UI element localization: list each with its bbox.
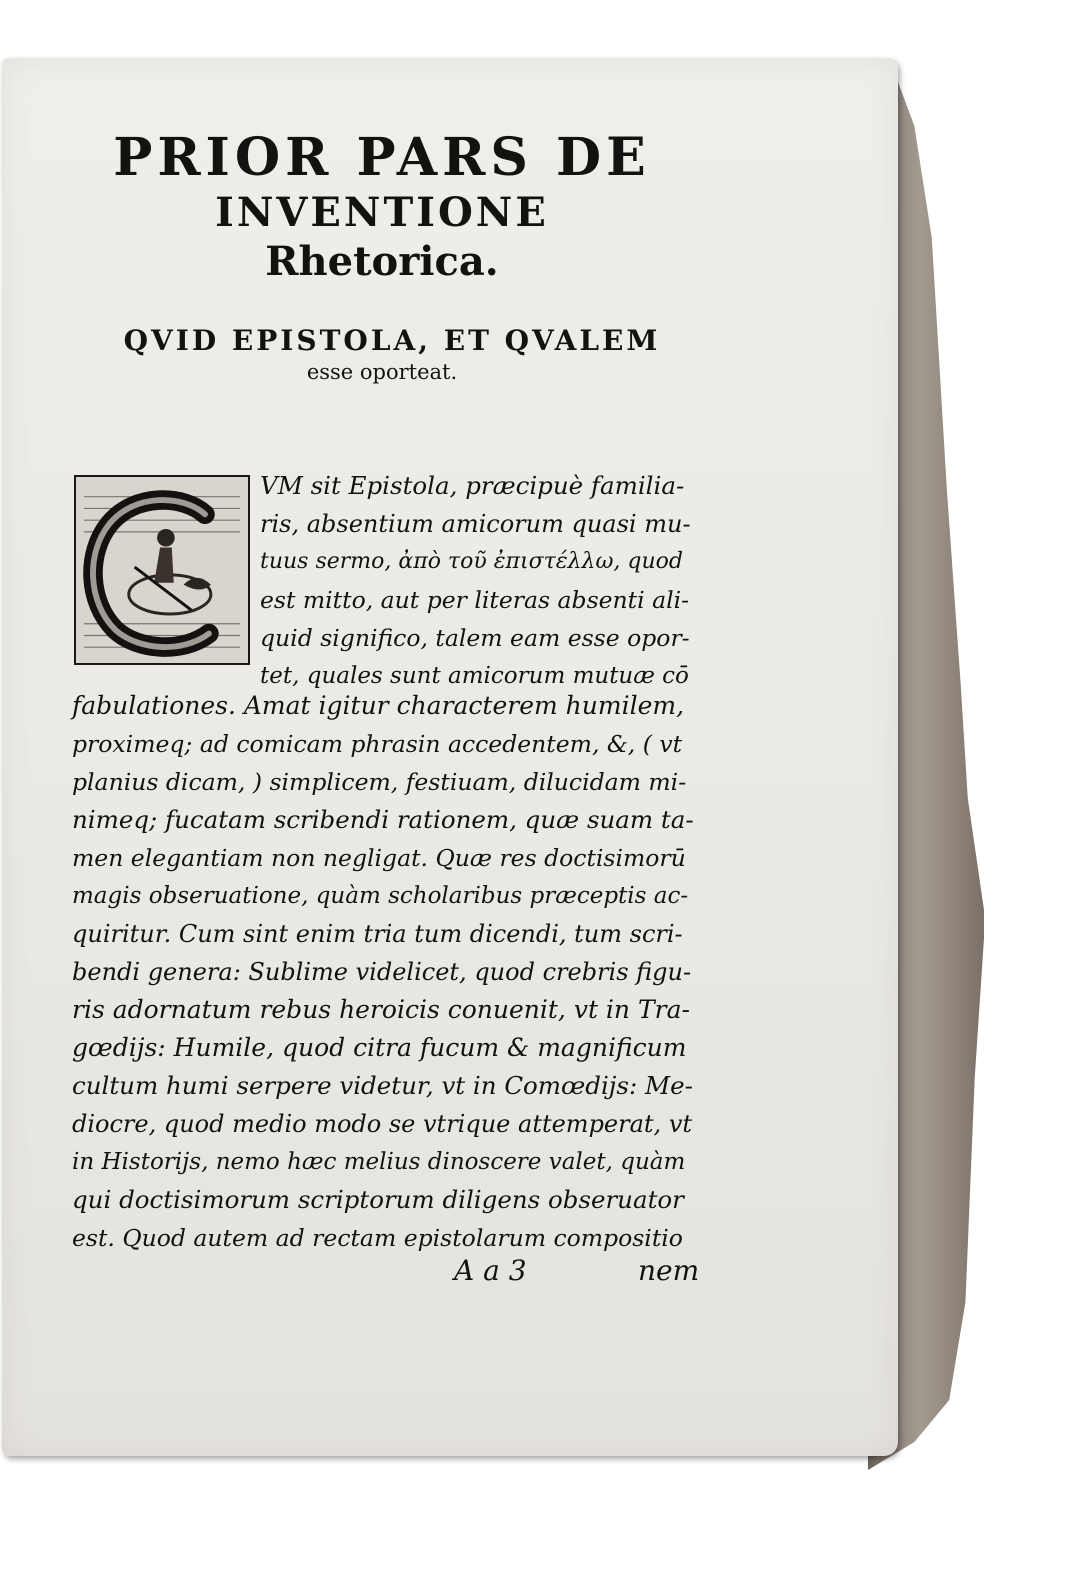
body-line: qui doctisimorum scriptorum diligens obseruator	[72, 1185, 684, 1214]
section-subheading: esse oporteat.	[306, 360, 458, 384]
body-line: planius dicam, ) simplicem, festiuam, dilucidam mi-	[72, 768, 687, 796]
body-line: nimeq; fucatam scribendi rationem, quæ suam ta-	[72, 805, 694, 834]
body-line: est. Quod autem ad rectam epistolarum compositio	[72, 1224, 683, 1252]
body-line: tuus sermo, ἀπὸ τοῦ ἐπιστέλλω, quod	[260, 549, 683, 574]
catchword: nem	[638, 1254, 700, 1287]
signature-mark: A a 3	[454, 1254, 527, 1287]
body-line: tet, quales sunt amicorum mutuæ cō	[260, 663, 689, 689]
body-line: proximeq; ad comicam phrasin accedentem, &, ( vt	[72, 730, 683, 758]
body-line: ris adornatum rebus heroicis conuenit, vt in Tra-	[72, 995, 690, 1024]
body-line: men elegantiam non negligat. Quæ res doctisimorū	[72, 844, 686, 872]
body-line: est mitto, aut per literas absenti ali-	[260, 586, 690, 614]
book-page	[2, 58, 898, 1456]
body-line: in Historijs, nemo hæc melius dinoscere valet, quàm	[72, 1149, 686, 1175]
title-line-2: INVENTIONE	[215, 189, 549, 236]
woodcut-initial-illustration	[76, 477, 248, 663]
body-line: fabulationes. Amat igitur characterem humilem,	[72, 691, 685, 720]
body-line: VM sit Epistola, præcipuè familia-	[260, 471, 685, 500]
woodcut-initial-c	[74, 475, 250, 665]
title-line-3: Rhetorica.	[265, 238, 499, 285]
body-line: diocre, quod medio modo se vtrique attemperat, vt	[72, 1110, 693, 1138]
body-line: gœdijs: Humile, quod citra fucum & magnificum	[72, 1033, 687, 1062]
body-line: quiritur. Cum sint enim tria tum dicendi, tum scri-	[72, 920, 683, 948]
body-line: cultum humi serpere videtur, vt in Comœdijs: Me-	[72, 1071, 693, 1100]
title-line-1: PRIOR PARS DE	[113, 127, 651, 188]
body-line: quid significo, talem eam esse opor-	[260, 624, 690, 652]
body-line: ris, absentium amicorum quasi mu-	[260, 510, 691, 538]
page-text	[2, 58, 898, 1456]
body-line: bendi genera: Sublime videlicet, quod crebris figu-	[72, 958, 692, 986]
section-heading: QVID EPISTOLA, ET QVALEM	[123, 324, 661, 357]
body-line: magis obseruatione, quàm scholaribus præceptis ac-	[72, 883, 689, 909]
